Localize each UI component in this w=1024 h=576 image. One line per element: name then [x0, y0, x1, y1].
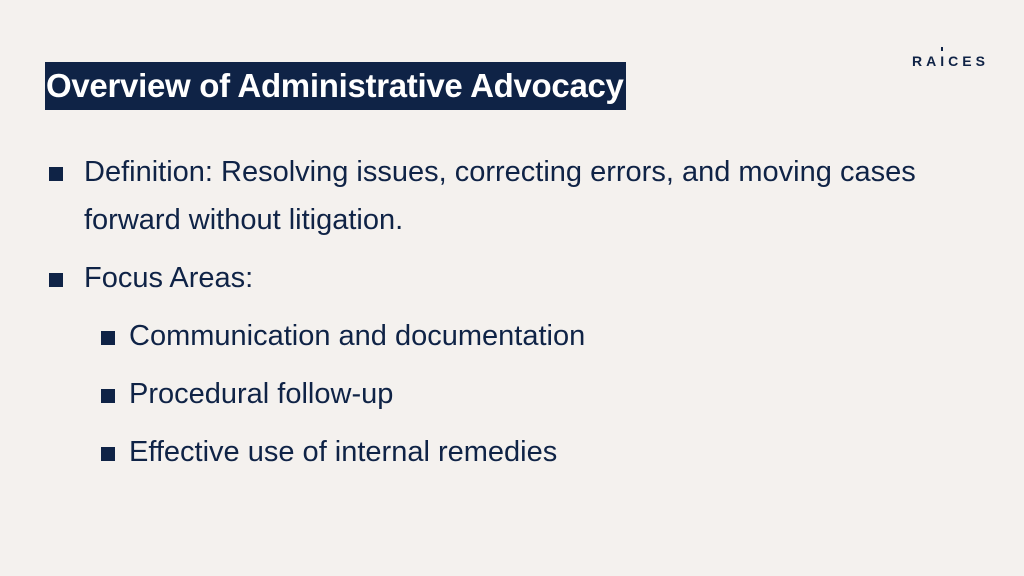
bullet-text: Focus Areas:	[84, 262, 254, 294]
sub-bullet-text: Communication and documentation	[129, 320, 586, 352]
sub-bullet-communication	[46, 312, 986, 360]
sub-bullet-text: Effective use of internal remedies	[129, 436, 558, 468]
sub-bullet-procedural	[46, 370, 986, 418]
logo-text-start: RA	[912, 53, 941, 69]
square-bullet-icon	[49, 273, 63, 287]
square-bullet-icon	[101, 389, 115, 403]
sub-bullet-remedies	[46, 428, 986, 476]
logo-text-i: I	[940, 53, 949, 69]
bullet-text: Definition: Resolving issues, correcting errors, and moving cases forward without litigation.	[84, 156, 916, 236]
square-bullet-icon	[101, 331, 115, 345]
slide-title: Overview of Administrative Advocacy	[46, 67, 624, 104]
slide-body	[46, 148, 986, 476]
square-bullet-icon	[49, 167, 63, 181]
bullet-definition	[46, 148, 986, 244]
sub-bullet-text: Procedural follow-up	[129, 378, 394, 410]
title-banner	[45, 62, 626, 110]
square-bullet-icon	[101, 447, 115, 461]
logo-text-end: CES	[948, 53, 989, 69]
raices-logo	[912, 53, 989, 69]
bullet-focus-areas	[46, 254, 986, 302]
